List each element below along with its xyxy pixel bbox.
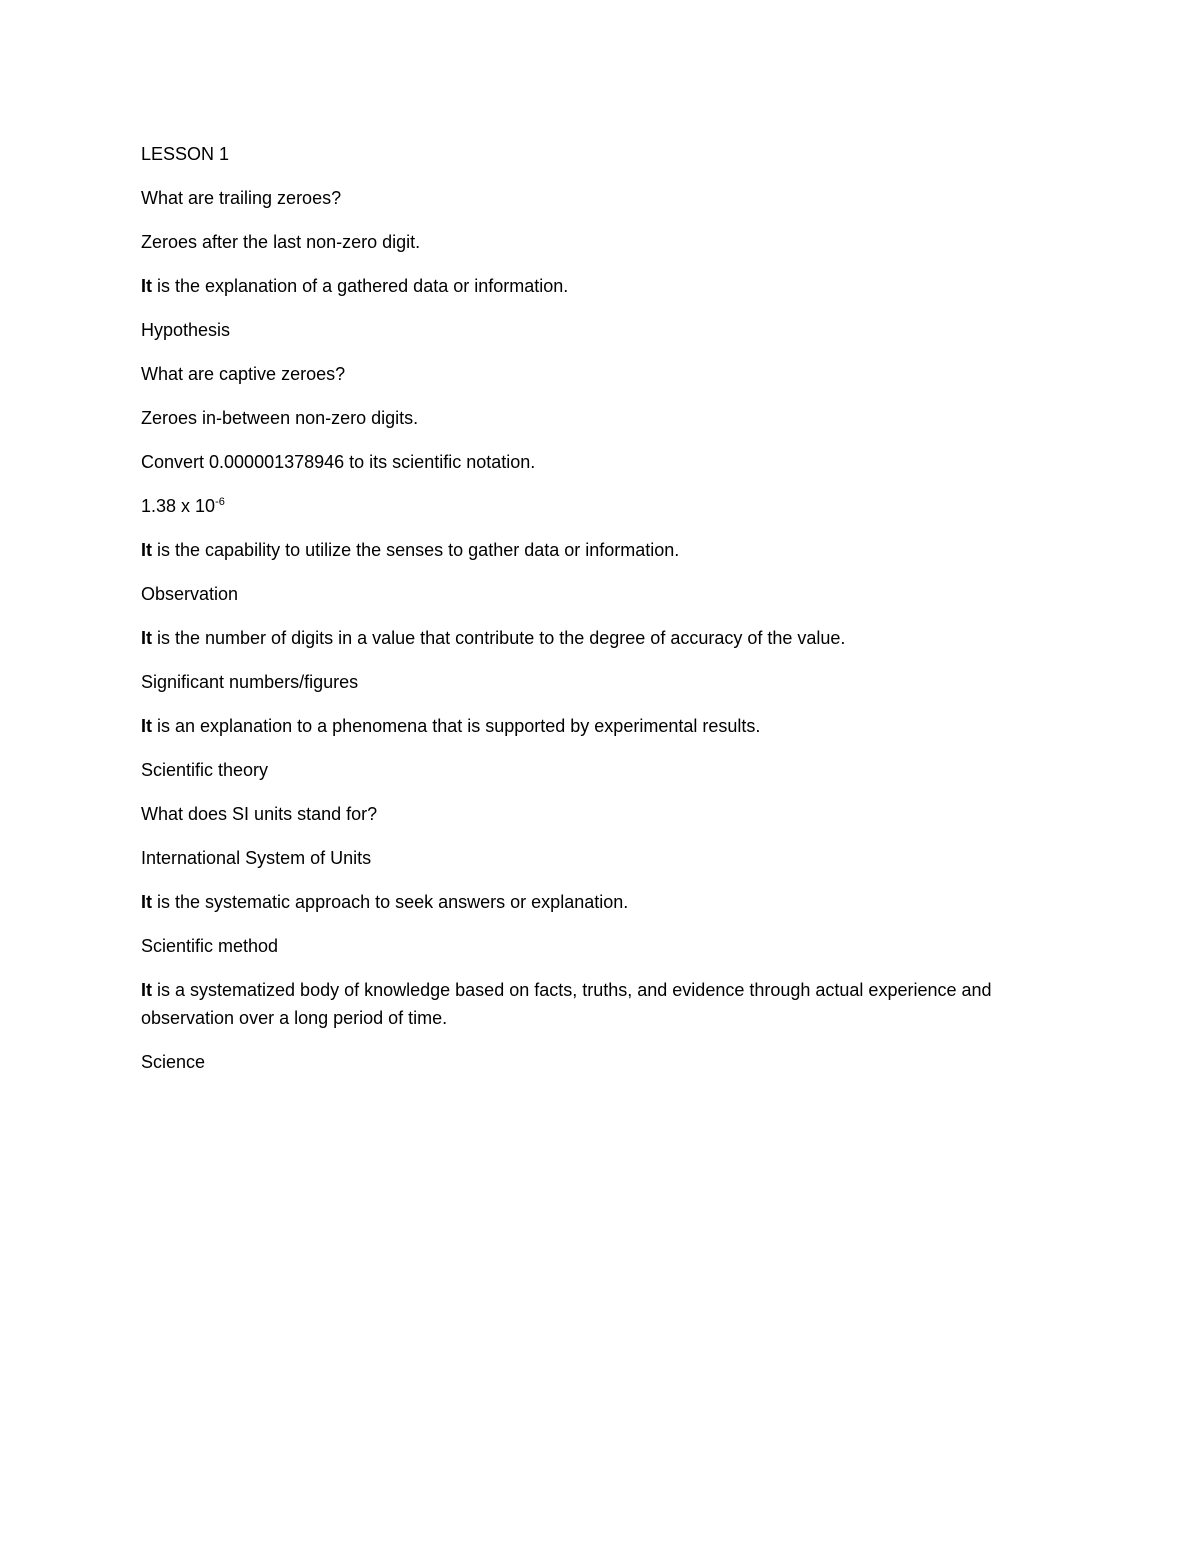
document-body xyxy=(141,140,1051,1092)
answer-scientific-notation xyxy=(141,492,1051,520)
question-lead-word: It xyxy=(141,716,152,736)
question-lead-word: It xyxy=(141,980,152,1000)
question-scientific-notation: Convert 0.000001378946 to its scientific notation. xyxy=(141,452,536,472)
answer-observation: Observation xyxy=(141,584,239,604)
answer-trailing-zeroes: Zeroes after the last non-zero digit. xyxy=(141,232,421,252)
question-lead-word: It xyxy=(141,276,152,296)
question-rest: is the systematic approach to seek answers or explanation. xyxy=(152,892,629,912)
notation-base: 1.38 x 10 xyxy=(141,496,216,516)
question-rest: is the number of digits in a value that contribute to the degree of accuracy of the value. xyxy=(152,628,846,648)
question-scientific-method xyxy=(141,888,1051,916)
question-rest: is an explanation to a phenomena that is supported by experimental results. xyxy=(152,716,761,736)
question-captive-zeroes: What are captive zeroes? xyxy=(141,364,346,384)
question-rest: is a systematized body of knowledge based on facts, truths, and evidence through actual experience and observation over a long period of time. xyxy=(141,980,992,1028)
question-lead-word: It xyxy=(141,628,152,648)
answer-scientific-theory: Scientific theory xyxy=(141,760,269,780)
question-scientific-theory xyxy=(141,712,1051,740)
question-si-units: What does SI units stand for? xyxy=(141,804,378,824)
question-hypothesis xyxy=(141,272,1051,300)
answer-science: Science xyxy=(141,1052,206,1072)
question-significant-figures xyxy=(141,624,1051,652)
question-lead-word: It xyxy=(141,540,152,560)
question-observation xyxy=(141,536,1051,564)
question-science xyxy=(141,976,1051,1032)
notation-exponent: -6 xyxy=(215,496,225,508)
question-trailing-zeroes: What are trailing zeroes? xyxy=(141,188,342,208)
lesson-heading: LESSON 1 xyxy=(141,144,230,164)
answer-si-units: International System of Units xyxy=(141,848,372,868)
answer-significant-figures: Significant numbers/figures xyxy=(141,672,359,692)
answer-hypothesis: Hypothesis xyxy=(141,320,231,340)
question-rest: is the explanation of a gathered data or information. xyxy=(152,276,569,296)
question-rest: is the capability to utilize the senses to gather data or information. xyxy=(152,540,680,560)
answer-captive-zeroes: Zeroes in-between non-zero digits. xyxy=(141,408,419,428)
question-lead-word: It xyxy=(141,892,152,912)
answer-scientific-method: Scientific method xyxy=(141,936,279,956)
